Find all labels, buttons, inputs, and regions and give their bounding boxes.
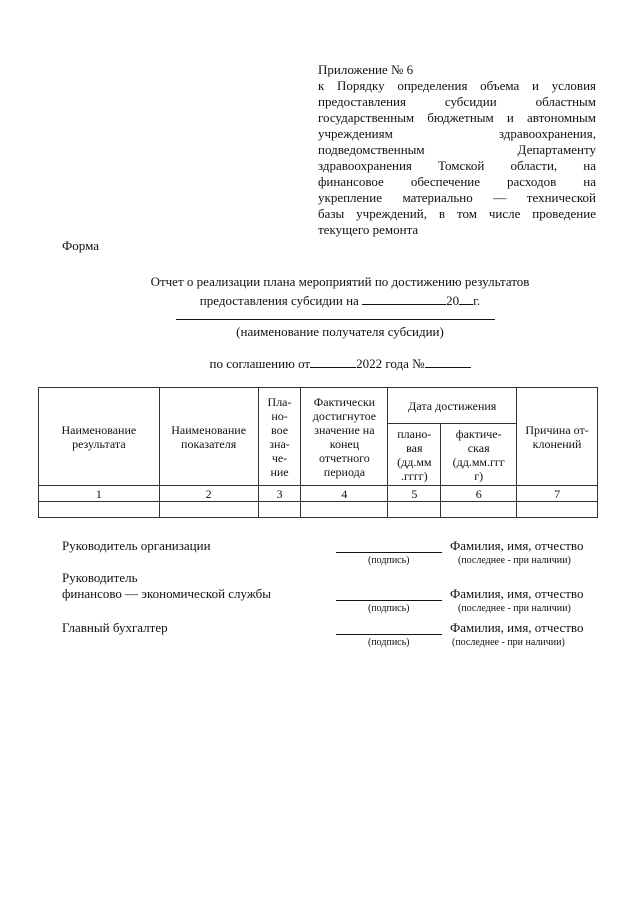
column-number-row bbox=[39, 486, 598, 502]
fio-label: Фамилия, имя, отчество bbox=[450, 538, 584, 553]
header-deviation-reason: Причина от- клонений bbox=[517, 388, 598, 486]
appendix-line: предоставления субсидии областным bbox=[318, 94, 596, 109]
signature-caption: (подпись) bbox=[368, 555, 410, 566]
column-number: 7 bbox=[517, 486, 598, 502]
patronymic-note: (последнее - при наличии) bbox=[458, 555, 571, 566]
signature-caption: (подпись) bbox=[368, 603, 410, 614]
column-number: 3 bbox=[258, 486, 301, 502]
recipient-caption: (наименование получателя субсидии) bbox=[236, 324, 444, 339]
appendix-line: финансовое обеспечение расходов на bbox=[318, 174, 596, 189]
report-table bbox=[38, 387, 598, 518]
subsidy-prefix: предоставления субсидии на bbox=[199, 293, 359, 308]
appendix-line: укрепление материально — технической bbox=[318, 190, 596, 205]
year-blank[interactable] bbox=[459, 292, 473, 305]
signature-line[interactable] bbox=[336, 634, 442, 635]
table-cell[interactable] bbox=[517, 502, 598, 518]
appendix-line: государственным бюджетным и автономным bbox=[318, 110, 596, 125]
patronymic-note: (последнее - при наличии) bbox=[458, 603, 571, 614]
header-result-name: Наименование результата bbox=[39, 388, 160, 486]
table-cell[interactable] bbox=[159, 502, 258, 518]
signer-chief-accountant: Главный бухгалтер bbox=[62, 620, 168, 635]
table-cell[interactable] bbox=[441, 502, 517, 518]
signer-finance-head-service: финансово — экономической службы bbox=[62, 586, 272, 601]
subsidy-purpose-blank[interactable] bbox=[362, 292, 446, 305]
appendix-line: базы учреждений, в том числе проведение bbox=[318, 206, 596, 221]
header-planned-date: плано- вая (дд.мм .гггг) bbox=[388, 424, 441, 486]
table-cell[interactable] bbox=[388, 502, 441, 518]
patronymic-note: (последнее - при наличии) bbox=[452, 637, 565, 648]
agreement-prefix: по соглашению от bbox=[209, 356, 311, 371]
column-number: 1 bbox=[39, 486, 160, 502]
column-number: 5 bbox=[388, 486, 441, 502]
agreement-number-blank[interactable] bbox=[425, 355, 471, 368]
agreement-mid: 2022 года № bbox=[356, 356, 425, 371]
fio-label: Фамилия, имя, отчество bbox=[450, 586, 584, 601]
column-number: 2 bbox=[159, 486, 258, 502]
report-title: Отчет о реализации плана мероприятий по достижению результатов bbox=[150, 274, 530, 289]
signature-caption: (подпись) bbox=[368, 637, 410, 648]
appendix-header bbox=[318, 62, 596, 238]
appendix-line: текущего ремонта bbox=[318, 222, 419, 237]
appendix-line: здравоохранения Томской области, на bbox=[318, 158, 596, 173]
appendix-line: к Порядку определения объема и условия bbox=[318, 78, 596, 93]
column-number: 6 bbox=[441, 486, 517, 502]
agreement-line bbox=[40, 354, 640, 373]
header-actual-value: Фактически достигнутое значение на конец отчетного периода bbox=[301, 388, 388, 486]
agreement-date-blank[interactable] bbox=[310, 355, 356, 368]
header-actual-date: фактиче- ская (дд.мм.ггг г) bbox=[441, 424, 517, 486]
signature-line[interactable] bbox=[336, 552, 442, 553]
year-prefix: 20 bbox=[446, 293, 460, 308]
header-achievement-date: Дата достижения bbox=[388, 388, 517, 424]
header-indicator-name: Наименование показателя bbox=[159, 388, 258, 486]
report-subtitle bbox=[40, 291, 640, 310]
table-cell[interactable] bbox=[258, 502, 301, 518]
appendix-line: Приложение № 6 bbox=[318, 62, 414, 77]
signer-head-organization: Руководитель организации bbox=[62, 538, 211, 553]
appendix-line: учреждениям здравоохранения, bbox=[318, 126, 596, 141]
form-label: Форма bbox=[62, 238, 99, 253]
signer-finance-head-title: Руководитель bbox=[62, 570, 138, 585]
fio-label: Фамилия, имя, отчество bbox=[450, 620, 584, 635]
signature-line[interactable] bbox=[336, 600, 442, 601]
table-row bbox=[39, 502, 598, 518]
column-number: 4 bbox=[301, 486, 388, 502]
appendix-line: подведомственным Департаменту bbox=[318, 142, 596, 157]
table-cell[interactable] bbox=[39, 502, 160, 518]
year-suffix: г. bbox=[473, 293, 481, 308]
header-planned-value: Пла- но- вое зна- че- ние bbox=[258, 388, 301, 486]
recipient-name-line[interactable] bbox=[176, 319, 495, 320]
table-cell[interactable] bbox=[301, 502, 388, 518]
